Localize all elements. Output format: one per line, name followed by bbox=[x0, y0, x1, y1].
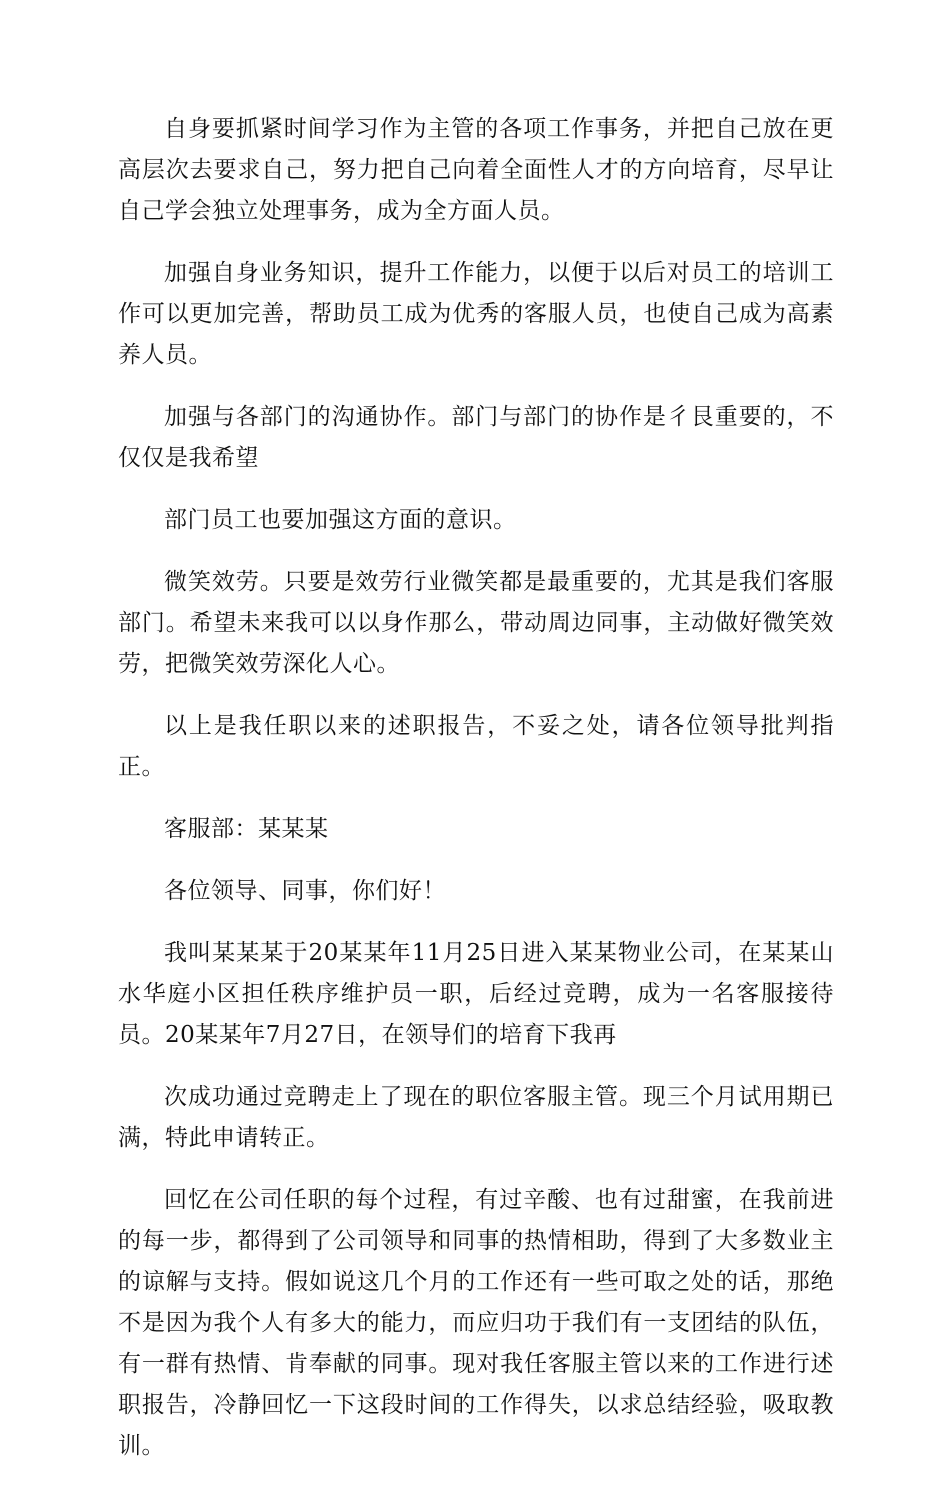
paragraph-self-introduction: 我叫某某某于20某某年11月25日进入某某物业公司，在某某山水华庭小区担任秩序维护员一职，后经过竞聘，成为一名客服接待员。20某某年7月27日，在领导们的培育下我再 bbox=[118, 940, 834, 1048]
paragraph-business-knowledge: 加强自身业务知识，提升工作能力，以便于以后对员工的培训工作可以更加完善，帮助员工成为优秀的客服人员，也使自己成为高素养人员。 bbox=[118, 260, 834, 368]
document-body bbox=[118, 109, 834, 1488]
paragraph-report-closing: 以上是我任职以来的述职报告，不妥之处，请各位领导批判指正。 bbox=[118, 713, 834, 780]
paragraph-greeting: 各位领导、同事，你们好！ bbox=[164, 878, 446, 904]
paragraph-smile-service: 微笑效劳。只要是效劳行业微笑都是最重要的，尤其是我们客服部门。希望未来我可以以身作那么，带动周边同事，主动做好微笑效劳，把微笑效劳深化人心。 bbox=[118, 569, 834, 677]
paragraph-review: 回忆在公司任职的每个过程，有过辛酸、也有过甜蜜，在我前进的每一步，都得到了公司领导和同事的热情相助，得到了大多数业主的谅解与支持。假如说这几个月的工作还有一些可取之处的话，那绝不是因为我个人有多大的能力，而应归功于我们有一支团结的队伍，有一群有热情、肯奉献的同事。现对我任客服主管以来的工作进行述职报告，冷静回忆一下这段时间的工作得失，以求总结经验，吸取教训。 bbox=[118, 1187, 834, 1459]
paragraph-promotion: 次成功通过竞聘走上了现在的职位客服主管。现三个月试用期已满，特此申请转正。 bbox=[118, 1084, 834, 1151]
paragraph-signature: 客服部：某某某 bbox=[164, 816, 329, 842]
paragraph-department-awareness: 部门员工也要加强这方面的意识。 bbox=[164, 507, 517, 533]
paragraph-self-study: 自身要抓紧时间学习作为主管的各项工作事务，并把自己放在更高层次去要求自己，努力把自己向着全面性人才的方向培育，尽早让自己学会独立处理事务，成为全方面人员。 bbox=[118, 116, 834, 224]
paragraph-department-cooperation: 加强与各部门的沟通协作。部门与部门的协作是彳艮重要的，不仅仅是我希望 bbox=[118, 404, 834, 471]
